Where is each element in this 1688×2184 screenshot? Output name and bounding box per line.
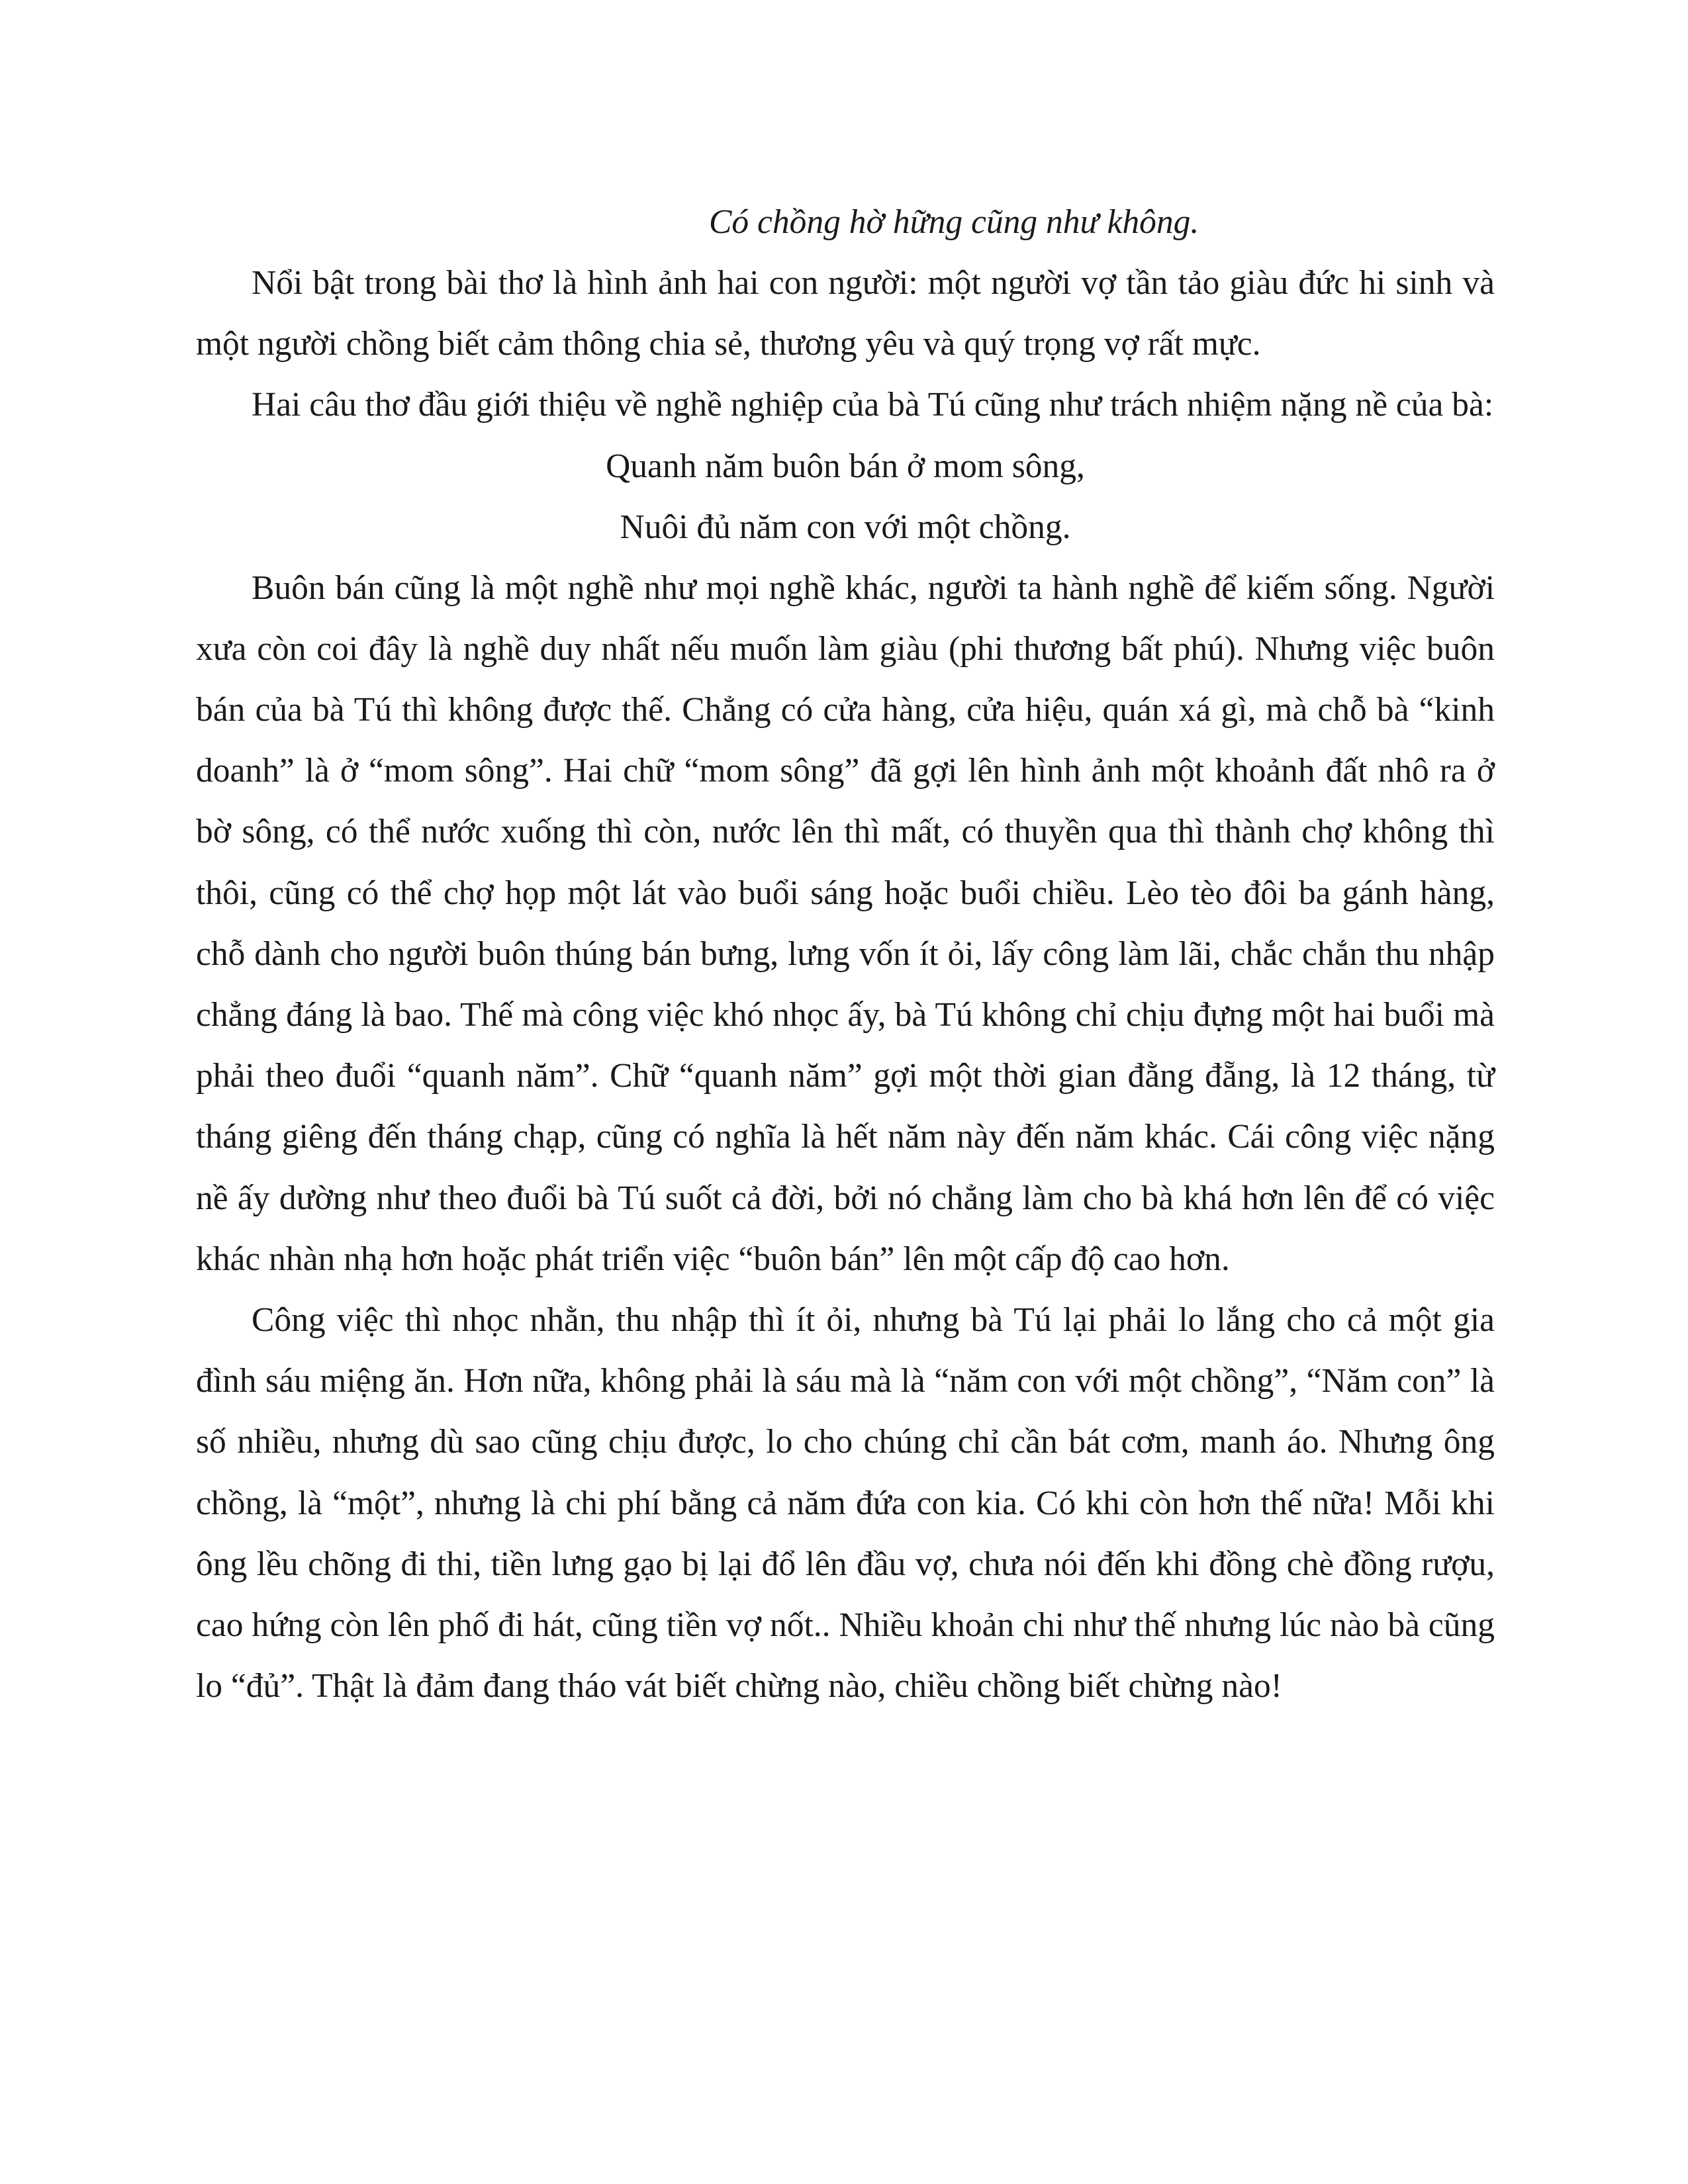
document-page	[196, 192, 1495, 1717]
poem-quote	[196, 436, 1495, 558]
paragraph-family-burden: Công việc thì nhọc nhằn, thu nhập thì ít ỏi, nhưng bà Tú lại phải lo lắng cho cả một gia đình sáu miệng ăn. Hơn nữa, không phải là sáu mà là “năm con với một chồng”, “Năm con” là số nhiều, nhưng dù sao cũng chịu được, lo cho chúng chỉ cần bát cơm, manh áo. Nhưng ông chồng, là “một”, nhưng là chi phí bằng cả năm đứa con kia. Có khi còn hơn thế nữa! Mỗi khi ông lều chõng đi thi, tiền lưng gạo bị lại đổ lên đầu vợ, chưa nói đến khi đồng chè đồng rượu, cao hứng còn lên phố đi hát, cũng tiền vợ nốt.. Nhiều khoản chi như thế nhưng lúc nào bà cũng lo “đủ”. Thật là đảm đang tháo vát biết chừng nào, chiều chồng biết chừng nào!	[196, 1301, 1495, 1706]
epigraph-poem-line: Có chồng hờ hững cũng như không.	[709, 203, 1199, 241]
paragraph-intro: Nổi bật trong bài thơ là hình ảnh hai con người: một người vợ tần tảo giàu đức hi sinh và một người chồng biết cảm thông chia sẻ, thương yêu và quý trọng vợ rất mực.	[196, 264, 1495, 363]
poem-quote-line-1: Quanh năm buôn bán ở mom sông,	[606, 447, 1085, 485]
poem-quote-line-2: Nuôi đủ năm con với một chồng.	[620, 508, 1071, 546]
paragraph-trade-analysis: Buôn bán cũng là một nghề như mọi nghề khác, người ta hành nghề để kiếm sống. Người xưa còn coi đây là nghề duy nhất nếu muốn làm giàu (phi thương bất phú). Nhưng việc buôn bán của bà Tú thì không được thế. Chẳng có cửa hàng, cửa hiệu, quán xá gì, mà chỗ bà “kinh doanh” là ở “mom sông”. Hai chữ “mom sông” đã gợi lên hình ảnh một khoảnh đất nhô ra ở bờ sông, có thể nước xuống thì còn, nước lên thì mất, có thuyền qua thì thành chợ không thì thôi, cũng có thể chợ họp một lát vào buổi sáng hoặc buổi chiều. Lèo tèo đôi ba gánh hàng, chỗ dành cho người buôn thúng bán bưng, lưng vốn ít ỏi, lấy công làm lãi, chắc chắn thu nhập chẳng đáng là bao. Thế mà công việc khó nhọc ấy, bà Tú không chỉ chịu đựng một hai buổi mà phải theo đuổi “quanh năm”. Chữ “quanh năm” gợi một thời gian đằng đẵng, là 12 tháng, từ tháng giêng đến tháng chạp, cũng có nghĩa là hết năm này đến năm khác. Cái công việc nặng nề ấy dường như theo đuổi bà Tú suốt cả đời, bởi nó chẳng làm cho bà khá hơn lên để có việc khác nhàn nhạ hơn hoặc phát triển việc “buôn bán” lên một cấp độ cao hơn.	[196, 569, 1495, 1278]
paragraph-first-couplet-intro: Hai câu thơ đầu giới thiệu về nghề nghiệp của bà Tú cũng như trách nhiệm nặng nề của bà:	[252, 386, 1494, 424]
